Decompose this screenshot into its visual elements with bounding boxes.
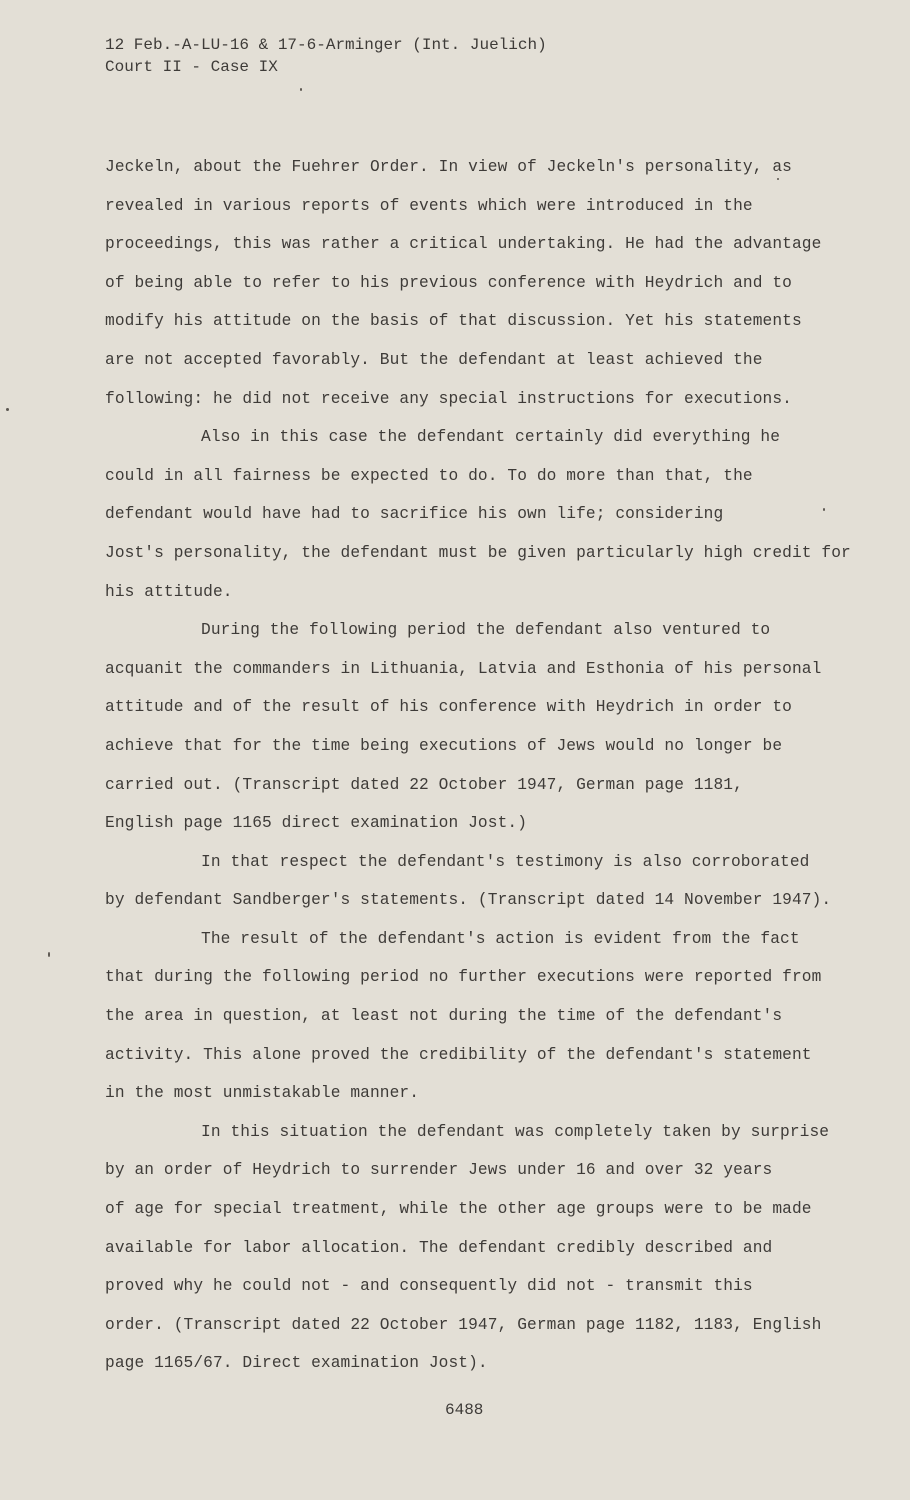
text-line: are not accepted favorably. But the defendant at least achieved the — [105, 350, 763, 369]
paragraph-start-line: During the following period the defendant also ventured to — [201, 621, 771, 640]
header-court-line: Court II - Case IX — [105, 58, 278, 76]
text-line: Jeckeln, about the Fuehrer Order. In view of Jeckeln's personality, as — [105, 158, 792, 176]
paragraph-start-line: The result of the defendant's action is evident from the fact — [201, 929, 800, 948]
text-line: by defendant Sandberger's statements. (Transcript dated 14 November 1947). — [105, 891, 832, 910]
text-line: attitude and of the result of his conference with Heydrich in order to — [105, 698, 792, 717]
text-line: the area in question, at least not during the time of the defendant's — [105, 1007, 783, 1026]
text-line: could in all fairness be expected to do. To do more than that, the — [105, 466, 753, 485]
text-line: activity. This alone proved the credibility of the defendant's statement — [105, 1045, 812, 1064]
paper-speck — [48, 952, 50, 957]
text-line: acquanit the commanders in Lithuania, Latvia and Esthonia of his personal — [105, 659, 822, 678]
text-line: English page 1165 direct examination Jost.) — [105, 814, 528, 833]
text-line: carried out. (Transcript dated 22 October 1947, German page 1181, — [105, 775, 743, 794]
paragraph-start-line: In this situation the defendant was completely taken by surprise — [201, 1122, 830, 1141]
text-line: modify his attitude on the basis of that discussion. Yet his statements — [105, 312, 802, 331]
text-line: in the most unmistakable manner. — [105, 1084, 420, 1103]
header-reference-line: 12 Feb.-A-LU-16 & 17-6-Arminger (Int. Juelich) — [105, 36, 547, 54]
text-line: Jost's personality, the defendant must be given particularly high credit for — [105, 543, 851, 562]
paragraph-start-line: In that respect the defendant's testimony is also corroborated — [201, 852, 810, 871]
text-line: that during the following period no further executions were reported from — [105, 968, 822, 987]
text-line: following: he did not receive any special instructions for executions. — [105, 389, 792, 408]
paper-speck — [6, 408, 9, 411]
text-line: available for labor allocation. The defendant credibly described and — [105, 1238, 773, 1257]
text-line: proceedings, this was rather a critical undertaking. He had the advantage — [105, 235, 822, 254]
paper-speck — [300, 88, 302, 91]
document-header — [105, 34, 547, 78]
paragraph-start-line: Also in this case the defendant certainly did everything he — [201, 428, 781, 447]
body-text — [105, 148, 850, 1383]
page-number: 6488 — [445, 1401, 484, 1419]
text-line: page 1165/67. Direct examination Jost). — [105, 1354, 488, 1373]
text-line: proved why he could not - and consequently did not - transmit this — [105, 1277, 753, 1296]
text-line: of age for special treatment, while the other age groups were to be made — [105, 1200, 812, 1219]
paper-speck — [823, 508, 825, 511]
text-line: revealed in various reports of events which were introduced in the — [105, 196, 753, 215]
text-line: order. (Transcript dated 22 October 1947, German page 1182, 1183, English — [105, 1315, 822, 1334]
text-line: by an order of Heydrich to surrender Jews under 16 and over 32 years — [105, 1161, 773, 1180]
paper-speck — [777, 178, 779, 180]
text-line: defendant would have had to sacrifice his own life; considering — [105, 505, 724, 524]
text-line: of being able to refer to his previous conference with Heydrich and to — [105, 273, 792, 292]
text-line: his attitude. — [105, 582, 233, 601]
text-line: achieve that for the time being executions of Jews would no longer be — [105, 736, 783, 755]
